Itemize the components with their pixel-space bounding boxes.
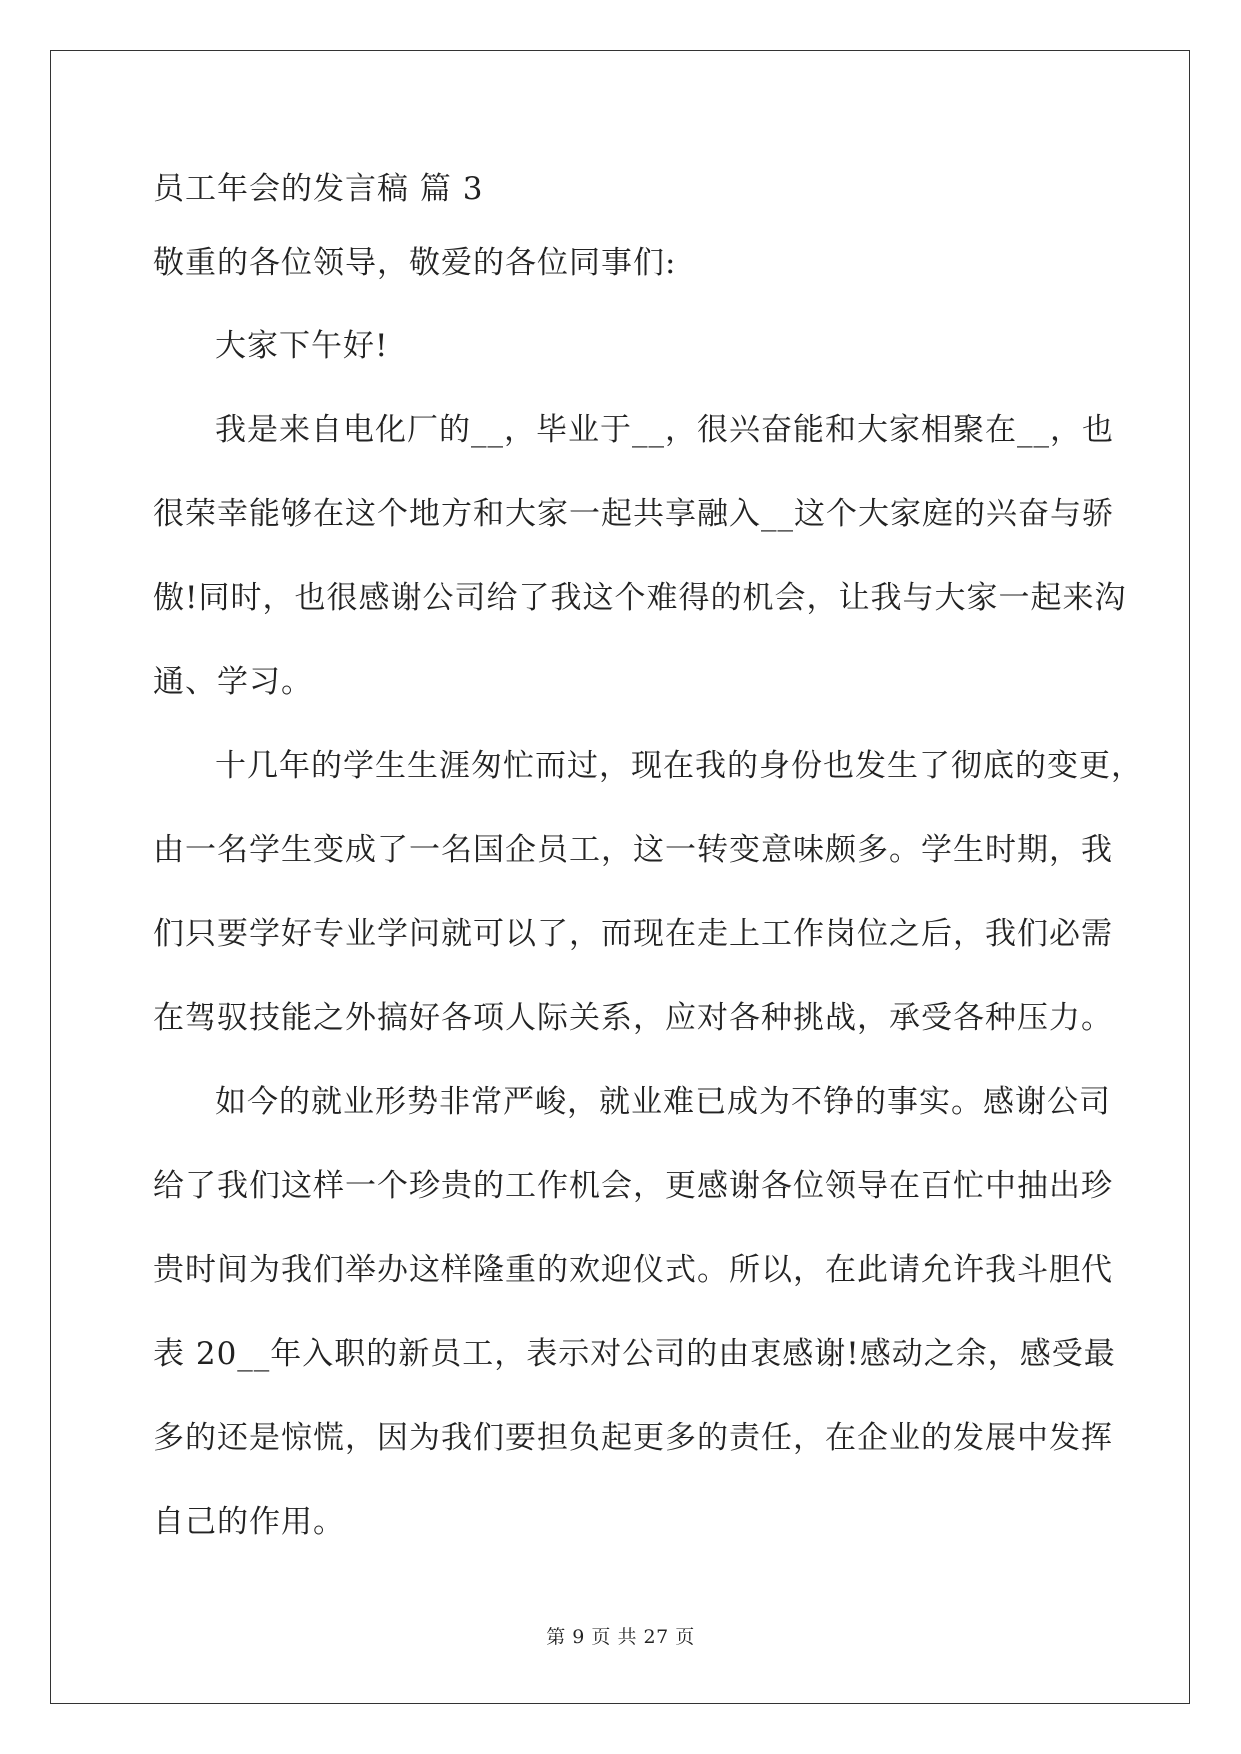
paragraph-line: 如今的就业形势非常严峻，就业难已成为不铮的事实。感谢公司 xyxy=(215,1084,1111,1120)
paragraph-line: 给了我们这样一个珍贵的工作机会，更感谢各位领导在百忙中抽出珍 xyxy=(153,1168,1113,1204)
paragraph-1 xyxy=(153,409,1127,704)
paragraph-line: 很荣幸能够在这个地方和大家一起共享融入__这个大家庭的兴奋与骄 xyxy=(153,496,1114,532)
paragraph-line: 我是来自电化厂的__，毕业于__，很兴奋能和大家相聚在__，也 xyxy=(215,412,1114,448)
salutation: 敬重的各位领导，敬爱的各位同事们: xyxy=(153,245,677,281)
greeting: 大家下午好! xyxy=(215,328,389,364)
paragraph-line: 由一名学生变成了一名国企员工，这一转变意味颇多。学生时期，我 xyxy=(153,832,1113,868)
document-title: 员工年会的发言稿 篇 3 xyxy=(153,171,484,207)
paragraph-line: 贵时间为我们举办这样隆重的欢迎仪式。所以，在此请允许我斗胆代 xyxy=(153,1252,1113,1288)
paragraph-line: 在驾驭技能之外搞好各项人际关系，应对各种挑战，承受各种压力。 xyxy=(153,1000,1113,1036)
page-number-footer: 第 9 页 共 27 页 xyxy=(546,1626,695,1648)
paragraph-line: 自己的作用。 xyxy=(153,1504,345,1540)
paragraph-line: 十几年的学生生涯匆忙而过，现在我的身份也发生了彻底的变更， xyxy=(215,748,1143,784)
paragraph-line: 傲!同时，也很感谢公司给了我这个难得的机会，让我与大家一起来沟 xyxy=(153,580,1127,616)
paragraph-3 xyxy=(153,1081,1116,1544)
paragraph-line: 表 20__年入职的新员工，表示对公司的由衷感谢!感动之余，感受最 xyxy=(153,1336,1116,1372)
document-body xyxy=(153,168,1143,1544)
paragraph-2 xyxy=(153,745,1143,1040)
paragraph-line: 多的还是惊慌，因为我们要担负起更多的责任，在企业的发展中发挥 xyxy=(153,1420,1113,1456)
paragraph-line: 们只要学好专业学问就可以了，而现在走上工作岗位之后，我们必需 xyxy=(153,916,1113,952)
paragraph-line: 通、学习。 xyxy=(153,664,313,700)
